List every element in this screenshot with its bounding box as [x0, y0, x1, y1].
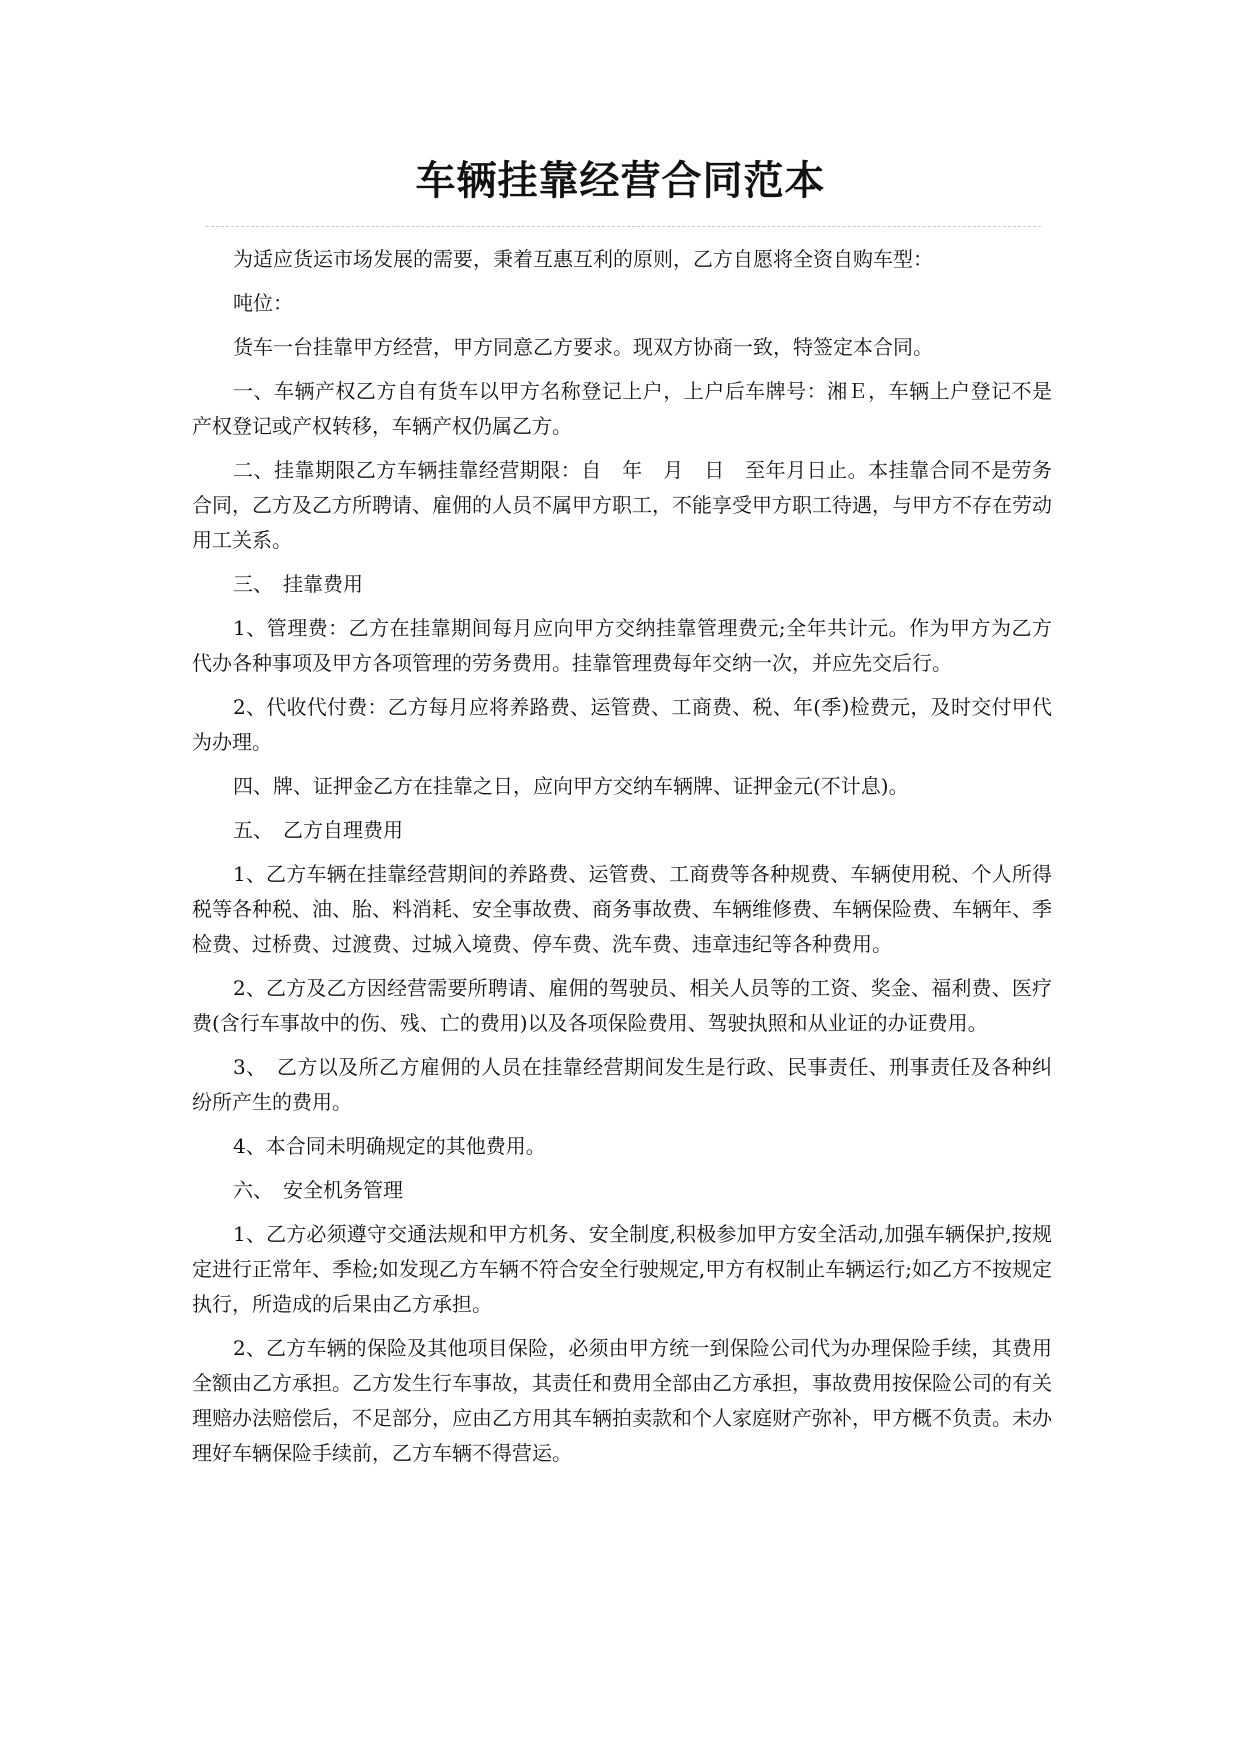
paragraph-5-2: 2、乙方及乙方因经营需要所聘请、雇佣的驾驶员、相关人员等的工资、奖金、福利费、医疗费(含行车事故中的伤、残、亡的费用)以及各项保险费用、驾驶执照和从业证的办证费用。	[192, 976, 1052, 1035]
heading-section-5: 五、 乙方自理费用	[233, 818, 403, 842]
paragraph-6-2: 2、乙方车辆的保险及其他项目保险，必须由甲方统一到保险公司代为办理保险手续，其费用全额由乙方承担。乙方发生行车事故，其责任和费用全部由乙方承担，事故费用按保险公司的有关理赔办法赔偿后，不足部分，应由乙方用其车辆拍卖款和个人家庭财产弥补，甲方概不负责。未办理好车辆保险手续前，乙方车辆不得营运。	[192, 1336, 1052, 1465]
paragraph-5-3: 3、 乙方以及所乙方雇佣的人员在挂靠经营期间发生是行政、民事责任、刑事责任及各种纠纷所产生的费用。	[192, 1055, 1052, 1114]
paragraph-section-2: 二、挂靠期限乙方车辆挂靠经营期限：自 年 月 日 至年月日止。本挂靠合同不是劳务合同，乙方及乙方所聘请、雇佣的人员不属甲方职工，不能享受甲方职工待遇，与甲方不存在劳动用工关系。	[192, 458, 1052, 552]
title-divider	[206, 226, 1041, 227]
paragraph-section-1: 一、车辆产权乙方自有货车以甲方名称登记上户，上户后车牌号：湘Ｅ，车辆上户登记不是产权登记或产权转移，车辆产权仍属乙方。	[192, 379, 1052, 438]
paragraph-3-1: 1、管理费：乙方在挂靠期间每月应向甲方交纳挂靠管理费元;全年共计元。作为甲方为乙方代办各种事项及甲方各项管理的劳务费用。挂靠管理费每年交纳一次，并应先交后行。	[192, 616, 1052, 675]
paragraph-5-4: 4、本合同未明确规定的其他费用。	[233, 1134, 546, 1158]
document-title: 车辆挂靠经营合同范本	[415, 157, 826, 204]
paragraph-section-4: 四、牌、证押金乙方在挂靠之日，应向甲方交纳车辆牌、证押金元(不计息)。	[233, 774, 909, 798]
paragraph-6-1: 1、乙方必须遵守交通法规和甲方机务、安全制度,积极参加甲方安全活动,加强车辆保护,按规定进行正常年、季检;如发现乙方车辆不符合安全行驶规定,甲方有权制止车辆运行;如乙方不按规定执行，所造成的后果由乙方承担。	[192, 1222, 1052, 1316]
heading-section-6: 六、 安全机务管理	[233, 1178, 403, 1202]
paragraph-3-2: 2、代收代付费：乙方每月应将养路费、运管费、工商费、税、年(季)检费元，及时交付甲代为办理。	[192, 695, 1052, 754]
heading-section-3: 三、 挂靠费用	[233, 572, 363, 596]
paragraph-tonnage: 吨位：	[233, 291, 293, 315]
paragraph-5-1: 1、乙方车辆在挂靠经营期间的养路费、运管费、工商费等各种规费、车辆使用税、个人所得税等各种税、油、胎、料消耗、安全事故费、商务事故费、车辆维修费、车辆保险费、车辆年、季检费、过桥费、过渡费、过城入境费、停车费、洗车费、违章违纪等各种费用。	[192, 862, 1052, 956]
paragraph-agreement: 货车一台挂靠甲方经营，甲方同意乙方要求。现双方协商一致，特签定本合同。	[233, 335, 933, 359]
paragraph-intro: 为适应货运市场发展的需要，秉着互惠互利的原则，乙方自愿将全资自购车型：	[233, 247, 933, 271]
document-body	[192, 242, 1052, 1480]
